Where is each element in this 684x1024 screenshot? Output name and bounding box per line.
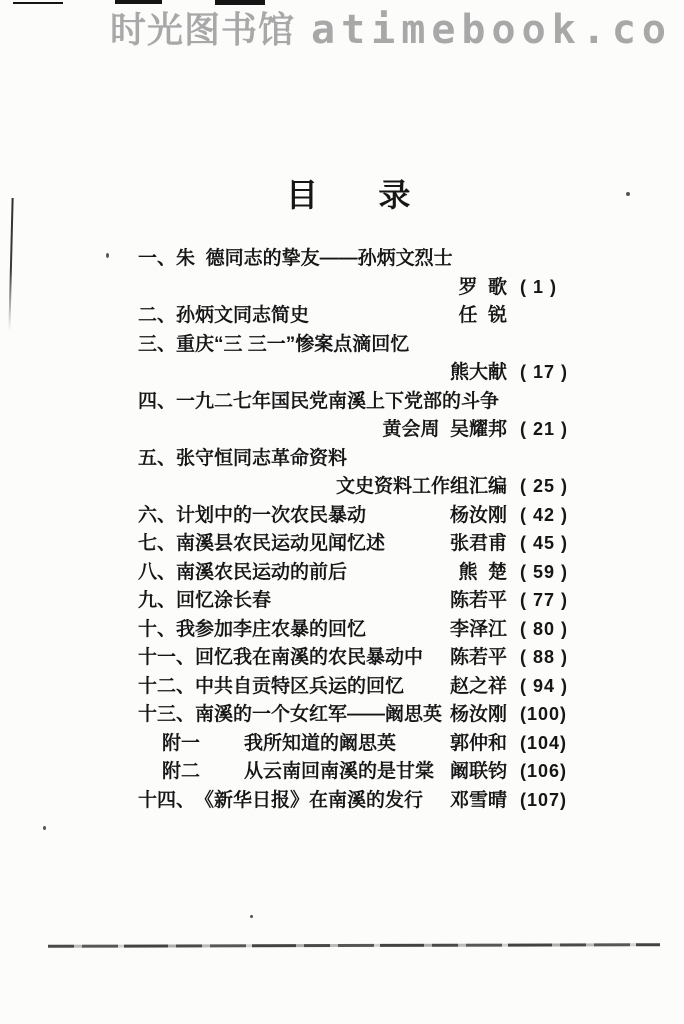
- toc-line: [138, 528, 584, 557]
- entry-number: 四、: [138, 390, 177, 412]
- toc-line: [138, 642, 584, 671]
- entry-number: 十、: [138, 618, 177, 640]
- entry-author: 熊 楚: [458, 561, 507, 583]
- scan-speck: [250, 915, 253, 918]
- entry-number: 附一: [162, 732, 201, 754]
- entry-title: 从云南回南溪的是甘棠: [244, 761, 435, 782]
- toc-line: [138, 272, 584, 301]
- toc-line: [138, 585, 584, 614]
- watermark-latin-text: atimebook.co: [311, 7, 672, 53]
- entry-page: (106): [520, 761, 568, 781]
- entry-author: 罗 歌: [458, 276, 507, 298]
- toc-line: [138, 414, 584, 443]
- entry-title: 孙炳文同志简史: [176, 305, 310, 326]
- toc-line: [138, 671, 584, 700]
- entry-page: (104): [520, 732, 568, 753]
- entry-title: 我参加李庄农暴的回忆: [176, 618, 367, 640]
- entry-author: 陈若平: [449, 647, 507, 668]
- entry-title: 朱 德同志的挚友——孙炳文烈士: [176, 248, 453, 269]
- scan-artifact-bar: [13, 2, 63, 4]
- entry-page: ( 25 ): [520, 476, 569, 496]
- page-title: 目 录: [286, 177, 412, 213]
- entry-page: (107): [520, 789, 568, 810]
- entry-author: 杨汝刚: [449, 704, 507, 725]
- entry-page: ( 45 ): [520, 533, 569, 553]
- entry-number: 二、: [138, 305, 177, 326]
- toc-line: [138, 614, 584, 643]
- entry-title: 我所知道的阚思英: [244, 732, 397, 754]
- entry-title: 计划中的一次农民暴动: [176, 504, 367, 526]
- toc-line: [138, 699, 584, 728]
- toc-line: [138, 785, 584, 814]
- entry-title: 张守恒同志革命资料: [176, 447, 348, 469]
- scan-artifact-bar: [215, 0, 265, 5]
- entry-number: 五、: [138, 447, 177, 469]
- toc-line: [138, 329, 584, 358]
- entry-author: 杨汝刚: [449, 504, 507, 526]
- entry-page: ( 88 ): [520, 647, 569, 667]
- toc-list: [138, 243, 584, 813]
- scan-noise-line: [48, 943, 660, 948]
- entry-number: 七、: [138, 533, 177, 554]
- entry-page: ( 59 ): [520, 561, 569, 582]
- scan-scratch-mark: [8, 198, 13, 331]
- toc-line: [138, 557, 584, 586]
- entry-page: ( 21 ): [520, 419, 569, 439]
- entry-title: 南溪的一个女红军——阚思英: [195, 704, 443, 725]
- entry-title: 《新华日报》在南溪的发行: [195, 789, 424, 811]
- toc-line: [138, 471, 584, 500]
- entry-number: 八、: [138, 561, 177, 583]
- scan-artifact-bar: [115, 0, 162, 4]
- entry-author: 陈若平: [449, 590, 507, 611]
- entry-author: 赵之祥: [449, 675, 507, 697]
- entry-page: ( 1 ): [520, 276, 558, 297]
- scan-speck: [626, 192, 630, 196]
- toc-line: [138, 300, 584, 329]
- entry-number: 十二、: [138, 675, 196, 697]
- entry-number: 九、: [138, 590, 177, 611]
- toc-line-appendix: [138, 756, 584, 785]
- toc-line: [138, 243, 584, 272]
- entry-author: 张君甫: [449, 533, 507, 554]
- entry-title: 一九二七年国民党南溪上下党部的斗争: [176, 390, 500, 412]
- entry-author: 阚联钧: [449, 761, 507, 782]
- entry-number: 三、: [138, 333, 177, 355]
- scan-speck: [106, 253, 109, 258]
- entry-page: ( 77 ): [520, 590, 569, 610]
- entry-page: ( 94 ): [520, 675, 569, 696]
- entry-page: ( 42 ): [520, 504, 569, 525]
- entry-title: 回忆涂长春: [176, 590, 272, 611]
- entry-title: 中共自贡特区兵运的回忆: [195, 675, 405, 697]
- entry-author: 文史资料工作组汇编: [335, 476, 507, 497]
- toc-line-appendix: [138, 728, 584, 757]
- entry-number: 十三、: [138, 704, 196, 725]
- entry-author: 熊大献: [449, 362, 507, 383]
- toc-line: [138, 500, 584, 529]
- entry-number: 附二: [162, 761, 201, 782]
- entry-page: (100): [520, 704, 568, 724]
- entry-author: 邓雪晴: [449, 789, 507, 811]
- entry-title: 回忆我在南溪的农民暴动中: [195, 647, 424, 668]
- entry-author: 李泽江: [449, 618, 507, 640]
- entry-page: ( 17 ): [520, 362, 569, 382]
- entry-author: 任 锐: [458, 305, 507, 326]
- entry-number: 十一、: [138, 647, 196, 668]
- watermark: [110, 8, 672, 52]
- toc-line: [138, 386, 584, 415]
- toc-line: [138, 443, 584, 472]
- watermark-chinese-text: 时光图书馆: [110, 9, 296, 50]
- entry-number: 六、: [138, 504, 177, 526]
- entry-title: 重庆“三 三一”惨案点滴回忆: [176, 333, 410, 355]
- entry-author: 郭仲和: [449, 732, 507, 754]
- entry-author: 黄会周 吴耀邦: [382, 419, 507, 440]
- entry-page: ( 80 ): [520, 618, 569, 639]
- entry-title: 南溪县农民运动见闻忆述: [176, 533, 386, 554]
- toc-line: [138, 357, 584, 386]
- entry-number: 一、: [138, 248, 177, 269]
- scan-speck: [43, 826, 46, 830]
- entry-title: 南溪农民运动的前后: [176, 561, 348, 583]
- entry-number: 十四、: [138, 789, 196, 811]
